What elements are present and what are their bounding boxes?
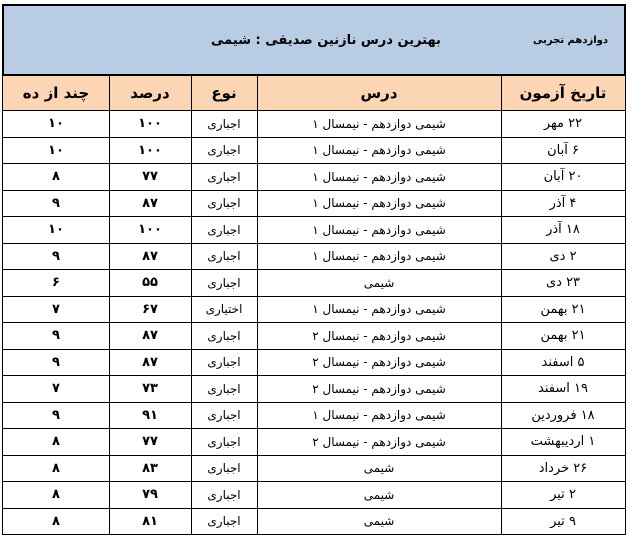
cell-percent: ۷۷ [109,164,191,191]
cell-date: ۲۳ دی [501,270,625,297]
cell-score: ۸ [3,482,109,509]
cell-date: ۱ اردیبهشت [501,429,625,456]
cell-lesson: شیمی دوازدهم - نیمسال ۲ [257,349,501,376]
cell-type: اجباری [191,508,257,535]
cell-lesson: شیمی [257,482,501,509]
cell-type: اجباری [191,164,257,191]
cell-score: ۷ [3,376,109,403]
table-row [3,296,625,323]
cell-score: ۸ [3,455,109,482]
cell-percent: ۸۱ [109,508,191,535]
grade-label: دوازدهم تجربی [533,34,608,46]
results-table [2,4,626,535]
cell-lesson: شیمی [257,508,501,535]
cell-score: ۹ [3,243,109,270]
cell-date: ۲۱ بهمن [501,323,625,350]
cell-date: ۲ تیر [501,482,625,509]
cell-type: اجباری [191,137,257,164]
table-row [3,349,625,376]
cell-lesson: شیمی دوازدهم - نیمسال ۱ [257,402,501,429]
table-row [3,455,625,482]
cell-score: ۹ [3,190,109,217]
column-header-score: چند از ده [3,75,109,111]
cell-type: اجباری [191,349,257,376]
cell-date: ۲۲ مهر [501,111,625,138]
cell-type: اجباری [191,323,257,350]
cell-date: ۵ اسفند [501,349,625,376]
column-header-type: نوع [191,75,257,111]
cell-score: ۹ [3,349,109,376]
cell-type: اجباری [191,429,257,456]
cell-percent: ۷۳ [109,376,191,403]
column-header-percent: درصد [109,75,191,111]
cell-percent: ۸۷ [109,190,191,217]
cell-percent: ۱۰۰ [109,137,191,164]
table-row [3,270,625,297]
cell-score: ۸ [3,508,109,535]
table-row [3,111,625,138]
sheet-title: بهترین درس نازنین صدیقی : شیمی [211,32,441,48]
table-row [3,190,625,217]
table-row [3,429,625,456]
cell-date: ۲۱ بهمن [501,296,625,323]
cell-percent: ۷۹ [109,482,191,509]
cell-lesson: شیمی دوازدهم - نیمسال ۲ [257,429,501,456]
table-row [3,243,625,270]
cell-score: ۱۰ [3,111,109,138]
column-header-lesson: درس [257,75,501,111]
cell-score: ۶ [3,270,109,297]
cell-type: اجباری [191,376,257,403]
table-row [3,482,625,509]
cell-percent: ۸۷ [109,243,191,270]
cell-score: ۱۰ [3,137,109,164]
cell-score: ۷ [3,296,109,323]
cell-date: ۲۰ آبان [501,164,625,191]
header-row [3,75,625,111]
table-row [3,508,625,535]
cell-percent: ۸۷ [109,323,191,350]
table-row [3,402,625,429]
cell-date: ۱۸ فروردین [501,402,625,429]
cell-lesson: شیمی دوازدهم - نیمسال ۱ [257,217,501,244]
cell-type: اجباری [191,455,257,482]
column-header-date: تاریخ آزمون [501,75,625,111]
cell-lesson: شیمی دوازدهم - نیمسال ۱ [257,243,501,270]
table-row [3,164,625,191]
cell-date: ۲۶ خرداد [501,455,625,482]
cell-percent: ۸۷ [109,349,191,376]
title-row [3,5,625,75]
table-row [3,137,625,164]
cell-type: اختیاری [191,296,257,323]
cell-type: اجباری [191,402,257,429]
cell-type: اجباری [191,190,257,217]
cell-percent: ۱۰۰ [109,217,191,244]
cell-lesson: شیمی دوازدهم - نیمسال ۱ [257,164,501,191]
cell-date: ۹ تیر [501,508,625,535]
cell-lesson: شیمی دوازدهم - نیمسال ۱ [257,111,501,138]
grade-sheet [4,4,626,550]
cell-percent: ۱۰۰ [109,111,191,138]
cell-lesson: شیمی دوازدهم - نیمسال ۲ [257,376,501,403]
cell-score: ۸ [3,429,109,456]
cell-percent: ۷۷ [109,429,191,456]
table-row [3,217,625,244]
cell-lesson: شیمی دوازدهم - نیمسال ۱ [257,137,501,164]
cell-lesson: شیمی [257,270,501,297]
table-row [3,323,625,350]
cell-lesson: شیمی دوازدهم - نیمسال ۲ [257,323,501,350]
cell-date: ۱۹ اسفند [501,376,625,403]
cell-score: ۱۰ [3,217,109,244]
cell-lesson: شیمی دوازدهم - نیمسال ۱ [257,190,501,217]
title-cell [3,5,625,75]
cell-date: ۱۸ آذر [501,217,625,244]
cell-score: ۸ [3,164,109,191]
cell-lesson: شیمی [257,455,501,482]
cell-date: ۶ آبان [501,137,625,164]
cell-date: ۲ دی [501,243,625,270]
cell-date: ۴ آذر [501,190,625,217]
cell-type: اجباری [191,217,257,244]
table-row [3,376,625,403]
cell-percent: ۵۵ [109,270,191,297]
cell-score: ۹ [3,402,109,429]
cell-percent: ۶۷ [109,296,191,323]
cell-lesson: شیمی دوازدهم - نیمسال ۱ [257,296,501,323]
cell-percent: ۸۳ [109,455,191,482]
cell-type: اجباری [191,243,257,270]
cell-type: اجباری [191,482,257,509]
cell-type: اجباری [191,111,257,138]
cell-percent: ۹۱ [109,402,191,429]
cell-type: اجباری [191,270,257,297]
cell-score: ۹ [3,323,109,350]
